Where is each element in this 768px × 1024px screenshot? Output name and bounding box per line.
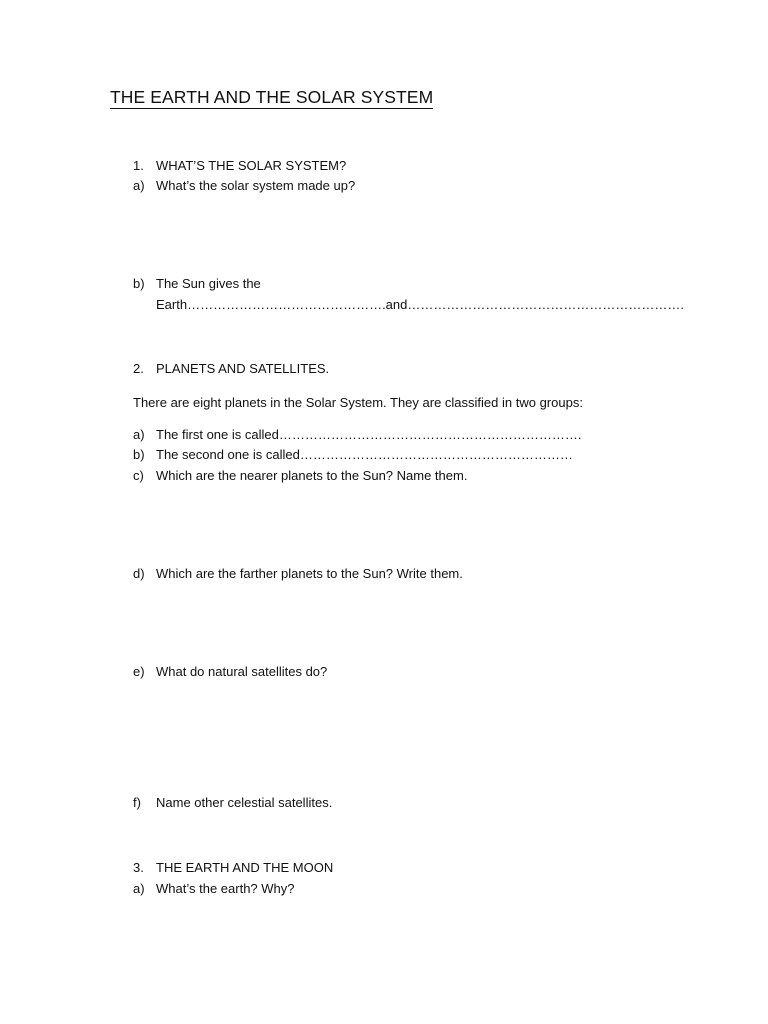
question-2f-text: Name other celestial satellites. bbox=[156, 795, 333, 810]
question-2e-text: What do natural satellites do? bbox=[156, 664, 328, 679]
question-2c-text: Which are the nearer planets to the Sun? Name them. bbox=[156, 468, 468, 483]
question-2d-marker: d) bbox=[133, 566, 145, 581]
question-1b-text-line2: Earth……………………………………….and………………………………………………………. bbox=[156, 297, 684, 312]
question-1b-marker: b) bbox=[133, 276, 145, 291]
question-2a-text: The first one is called……………………………………………………………. bbox=[156, 427, 582, 442]
question-3a-marker: a) bbox=[133, 881, 145, 896]
question-1a-marker: a) bbox=[133, 178, 145, 193]
section-3-number: 3. bbox=[133, 860, 144, 875]
question-2c-marker: c) bbox=[133, 468, 144, 483]
section-3-heading: THE EARTH AND THE MOON bbox=[156, 860, 334, 875]
question-2b-text: The second one is called……………………………………………………… bbox=[156, 447, 573, 462]
section-1-heading: WHAT’S THE SOLAR SYSTEM? bbox=[156, 158, 347, 173]
question-1a-text: What’s the solar system made up? bbox=[156, 178, 356, 193]
question-2e-marker: e) bbox=[133, 664, 145, 679]
question-1b-text-line1: The Sun gives the bbox=[156, 276, 261, 291]
question-2f-marker: f) bbox=[133, 795, 141, 810]
section-1-number: 1. bbox=[133, 158, 144, 173]
question-2d-text: Which are the farther planets to the Sun? Write them. bbox=[156, 566, 463, 581]
question-2a-marker: a) bbox=[133, 427, 145, 442]
section-2-heading: PLANETS AND SATELLITES. bbox=[156, 361, 330, 376]
section-2-number: 2. bbox=[133, 361, 144, 376]
question-2b-marker: b) bbox=[133, 447, 145, 462]
page-title: THE EARTH AND THE SOLAR SYSTEM bbox=[110, 87, 434, 107]
question-3a-text: What’s the earth? Why? bbox=[156, 881, 295, 896]
section-2-intro: There are eight planets in the Solar System. They are classified in two groups: bbox=[133, 395, 583, 410]
